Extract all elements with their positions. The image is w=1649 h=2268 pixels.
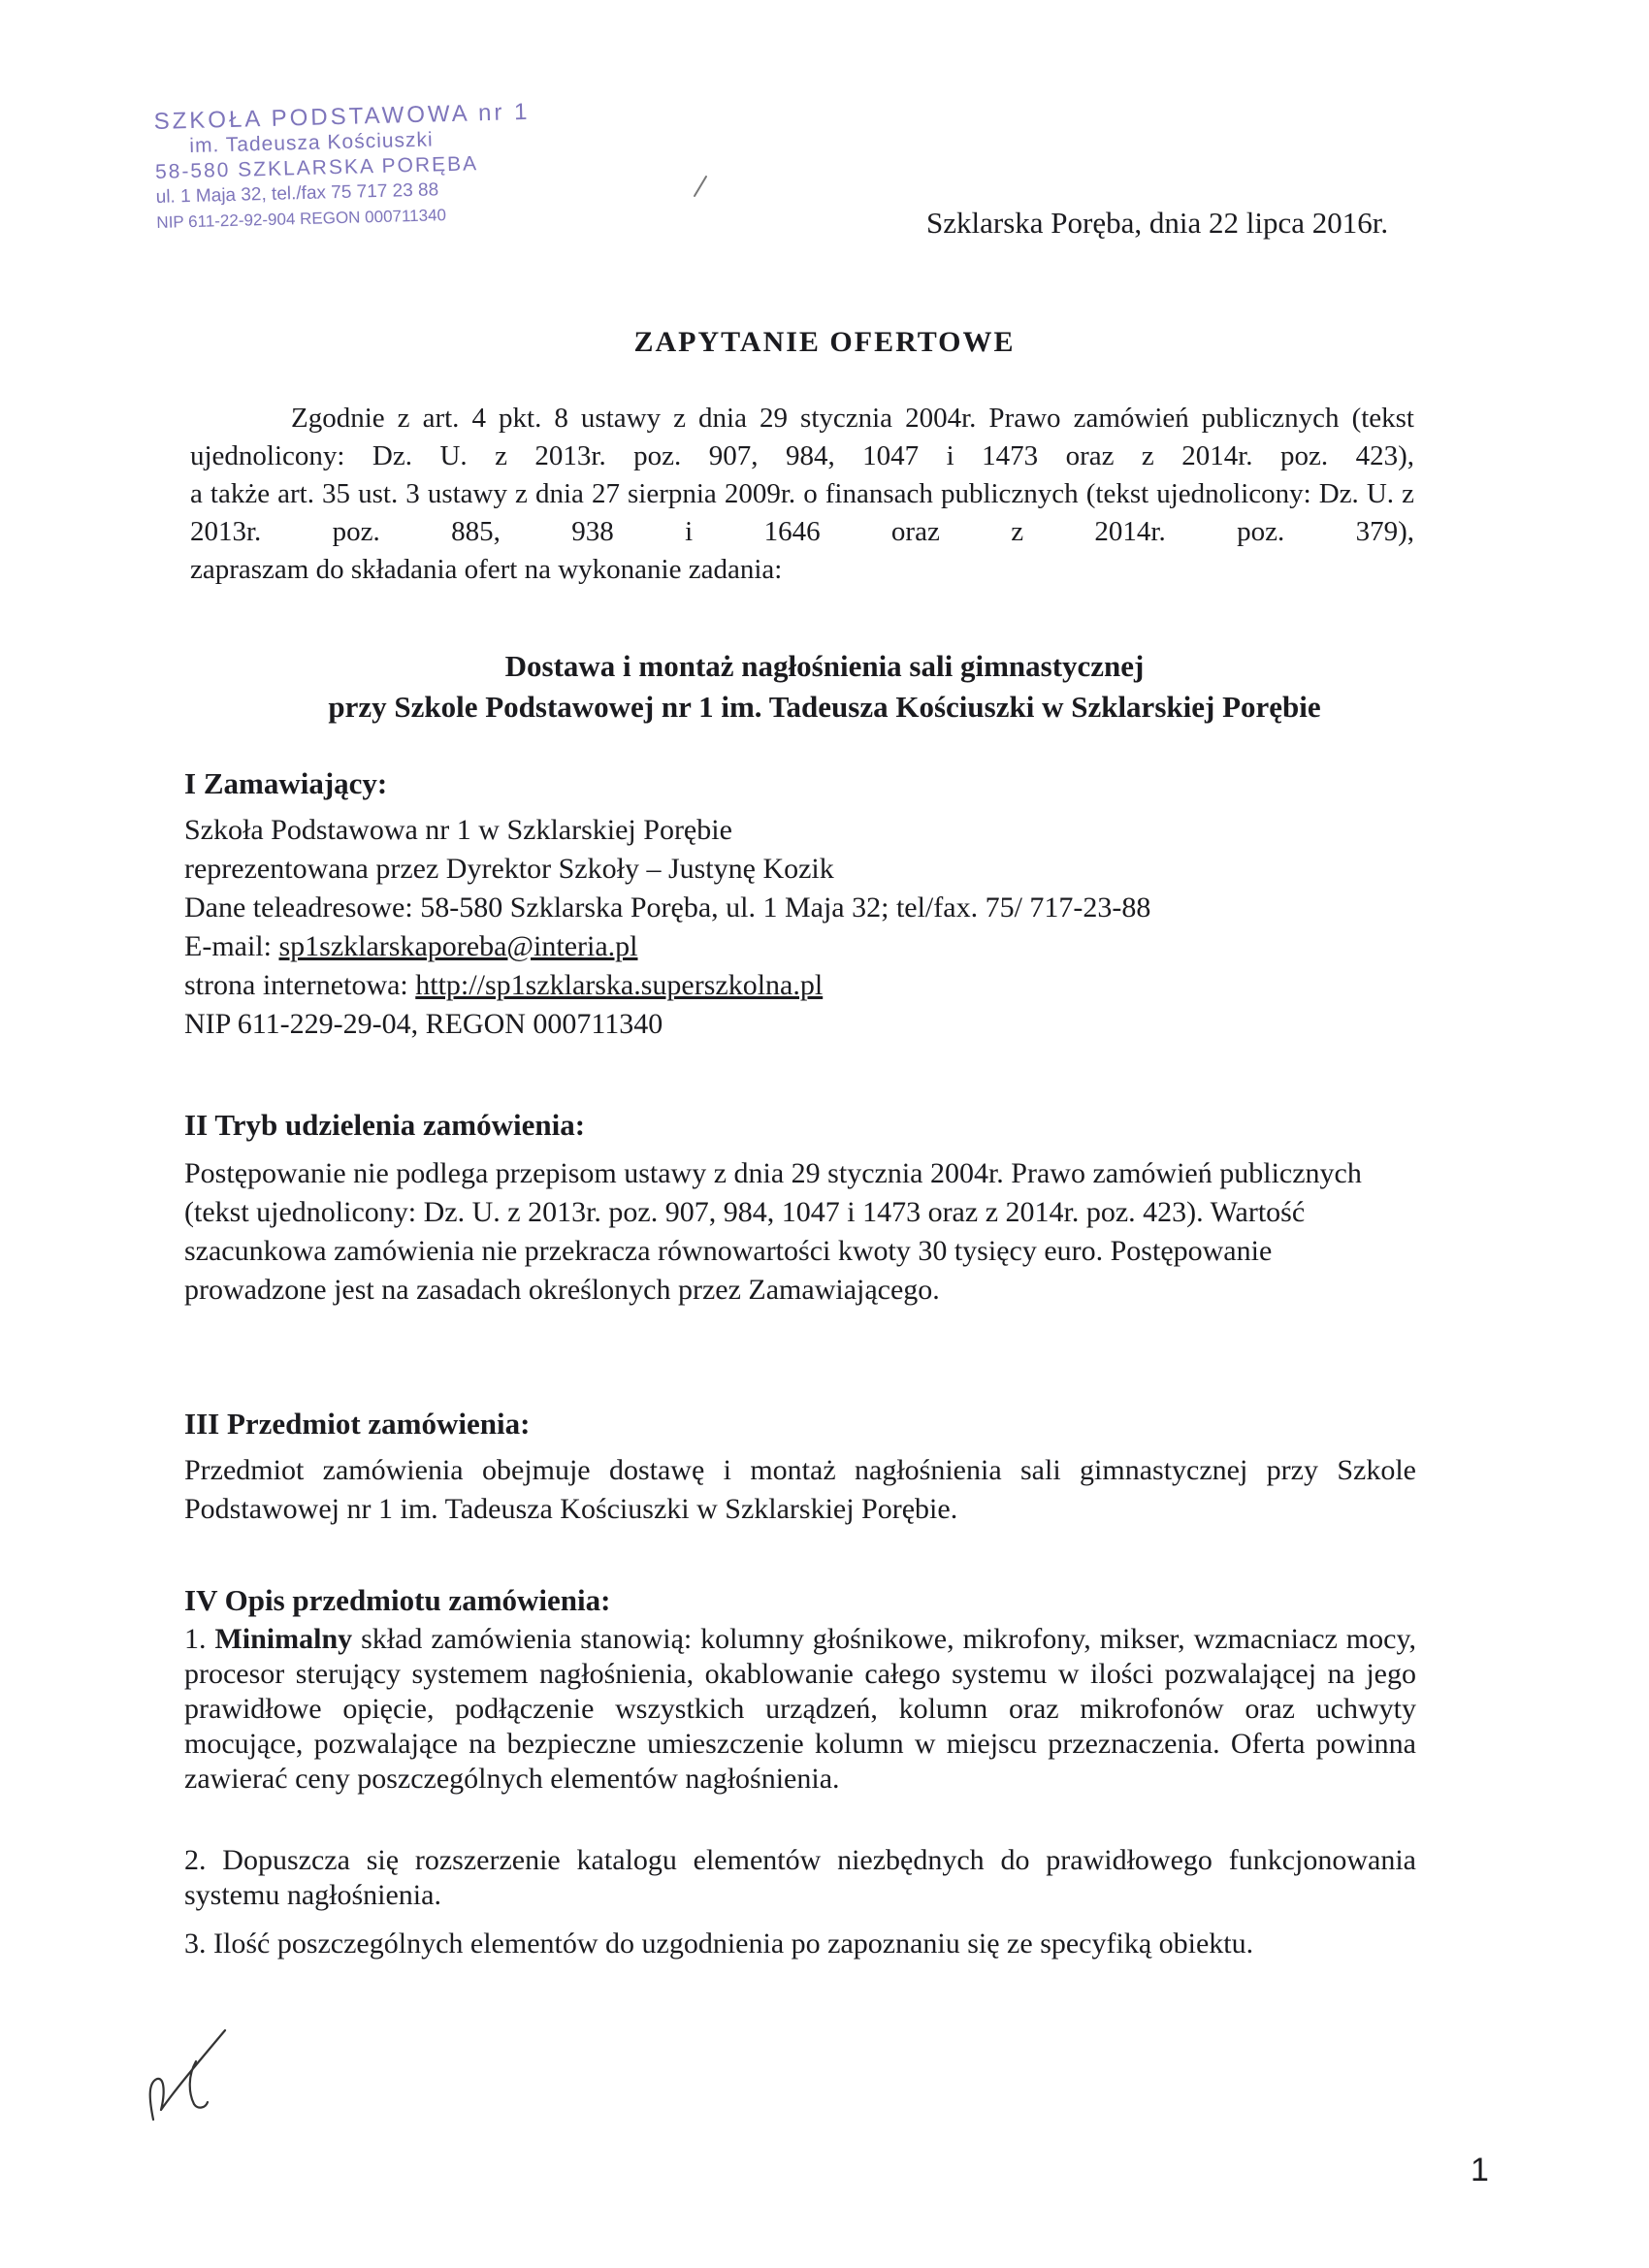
description-item-2: 2. Dopuszcza się rozszerzenie katalogu elementów niezbędnych do prawidłowego funkcjonowania systemu nagłośnienia.	[184, 1844, 1416, 1911]
document-date: Szklarska Poręba, dnia 22 lipca 2016r.	[926, 206, 1389, 240]
section-heading-description: IV Opis przedmiotu zamówienia:	[184, 1583, 611, 1617]
subject-line: przy Szkole Podstawowej nr 1 im. Tadeusza Kościuszki w Szklarskiej Porębie	[328, 690, 1321, 724]
email-link[interactable]: sp1szklarskaporeba@interia.pl	[278, 930, 638, 962]
stamp-line: NIP 611-22-92-904 REGON 000711340	[156, 206, 447, 232]
email-label: E-mail:	[184, 930, 279, 962]
tax-ids: NIP 611-229-29-04, REGON 000711340	[184, 1008, 663, 1040]
subject-line: Dostawa i montaż nagłośnienia sali gimnastycznej	[504, 649, 1145, 683]
website-line	[184, 966, 1416, 1005]
party-line: Szkoła Podstawowa nr 1 w Szklarskiej Porębie	[184, 814, 732, 846]
stamp-line: 58-580 SZKLARSKA PORĘBA	[154, 152, 479, 183]
section-heading-subject: III Przedmiot zamówienia:	[184, 1407, 531, 1441]
procedure-text: Postępowanie nie podlega przepisom ustawy z dnia 29 stycznia 2004r. Prawo zamówień publicznych (tekst ujednolicony: Dz. U. z 2013r. poz. 907, 984, 1047 i 1473 oraz z 2014r. poz. 423). Wartość szacunkowa zamówienia nie przekracza równowartości kwoty 30 tysięcy euro. Postępowanie prowadzone jest na zasadach określonych przez Zamawiającego.	[184, 1157, 1362, 1306]
subject-text: Przedmiot zamówienia obejmuje dostawę i montaż nagłośnienia sali gimnastycznej przy Szkole Podstawowej nr 1 im. Tadeusza Kościuszki w Szklarskiej Porębie.	[184, 1454, 1416, 1525]
website-label: strona internetowa:	[184, 969, 416, 1001]
stamp-line: ul. 1 Maja 32, tel./fax 75 717 23 88	[155, 179, 439, 208]
item-number: 1.	[184, 1623, 207, 1655]
party-line: reprezentowana przez Dyrektor Szkoły – Justynę Kozik	[184, 853, 834, 885]
document-title: ZAPYTANIE OFERTOWE	[633, 326, 1016, 358]
section-heading-procedure: II Tryb udzielenia zamówienia:	[184, 1108, 586, 1142]
school-stamp	[153, 98, 531, 236]
description-item-3: 3. Ilość poszczególnych elementów do uzgodnienia po zapoznaniu się ze specyfiką obiektu.	[184, 1928, 1254, 1960]
stamp-line: im. Tadeusza Kościuszki	[189, 128, 434, 158]
pen-tick-mark	[691, 175, 710, 200]
item-bold-word: Minimalny	[214, 1623, 353, 1655]
legal-basis-paragraph	[190, 400, 1414, 589]
stamp-line: SZKOŁA PODSTAWOWA nr 1	[153, 98, 531, 135]
item-text: skład zamówienia stanowią: kolumny głośnikowe, mikrofony, mikser, wzmacniacz mocy, procesor sterujący systemem nagłośnienia, okablowanie całego systemu w ilości pozwalającej na jego prawidłowe opięcie, podłączenie wszystkich urządzeń, kolumn oraz mikrofonów oraz uchwyty mocujące, pozwalające na bezpieczne umieszczenie kolumn w miejscu przeznaczenia. Oferta powinna zawierać ceny poszczególnych elementów nagłośnienia.	[184, 1623, 1417, 1795]
section-heading-ordering-party: I Zamawiający:	[184, 766, 388, 800]
page-number: 1	[1471, 2152, 1489, 2188]
description-item-1	[184, 1622, 1416, 1797]
intro-text: a także art. 35 ust. 3 ustawy z dnia 27 sierpnia 2009r. o finansach publicznych (tekst ujednolicony: Dz. U. z 2013r. poz. 885, 938 i 1646 oraz z 2014r. poz. 379),	[190, 478, 1414, 547]
party-line: Dane teleadresowe: 58-580 Szklarska Poręba, ul. 1 Maja 32; tel/fax. 75/ 717-23-88	[184, 891, 1151, 923]
intro-text: zapraszam do składania ofert na wykonanie zadania:	[190, 554, 783, 585]
order-subject	[0, 646, 1649, 728]
intro-text: Zgodnie z art. 4 pkt. 8 ustawy z dnia 29 stycznia 2004r. Prawo zamówień publicznych (tekst ujednolicony: Dz. U. z 2013r. poz. 907, 984, 1047 i 1473 oraz z 2014r. poz. 423),	[190, 403, 1414, 471]
website-link[interactable]: http://sp1szklarska.superszkolna.pl	[415, 969, 824, 1001]
signature-mark	[136, 2023, 242, 2129]
email-line	[184, 927, 1416, 966]
ordering-party-details	[184, 811, 1416, 1044]
